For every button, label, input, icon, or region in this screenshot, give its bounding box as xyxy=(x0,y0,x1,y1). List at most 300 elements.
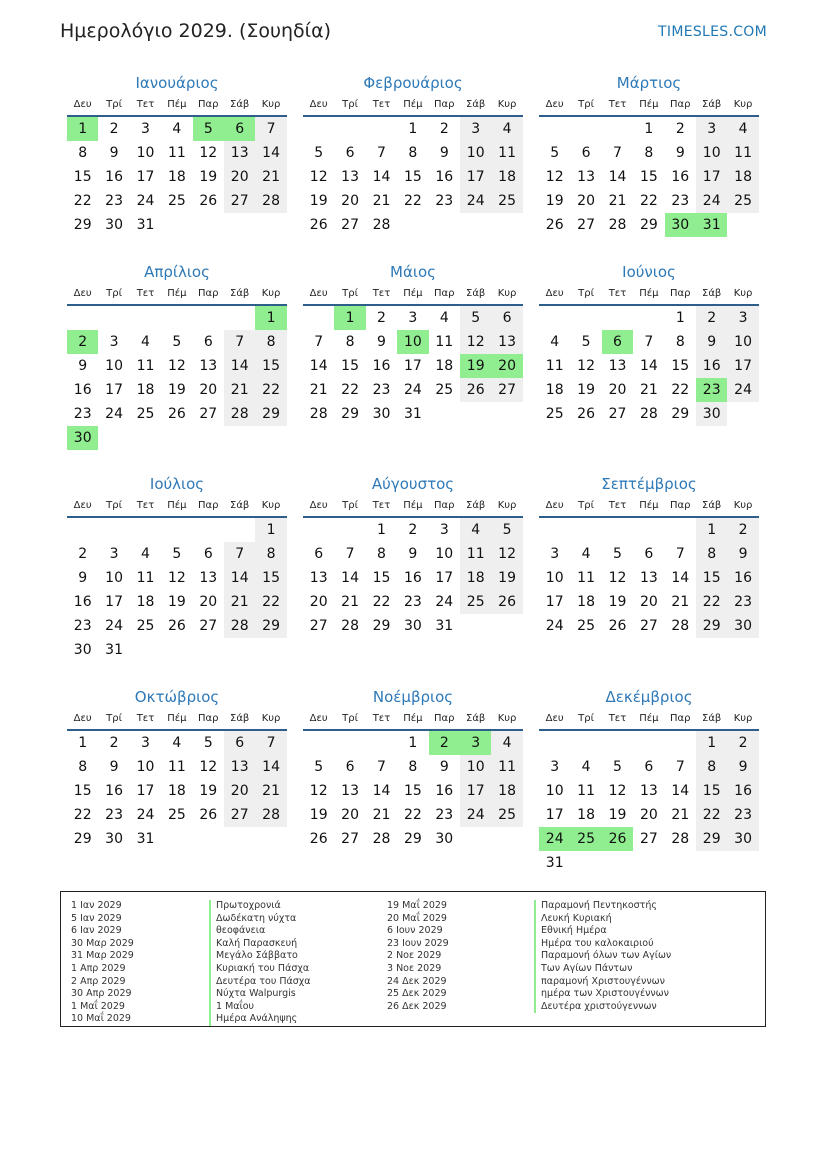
day-cell: 16 xyxy=(105,783,123,799)
weekday-header xyxy=(67,98,287,117)
day-cell: 4 xyxy=(727,117,758,141)
legend-holiday-name: Ημέρα Ανάληψης xyxy=(209,1013,311,1026)
day-cell: 20 xyxy=(577,193,595,209)
day-cell: 6 xyxy=(224,117,255,141)
day-cell: 26 xyxy=(545,217,564,233)
day-cell: 28 xyxy=(255,189,286,213)
day-cell: 22 xyxy=(73,807,92,823)
day-cell: 23 xyxy=(435,193,454,209)
day-cell: 7 xyxy=(377,145,386,161)
day-cell: 13 xyxy=(341,169,359,185)
weekday-label: Κυρ xyxy=(733,99,753,110)
day-cell: 18 xyxy=(136,382,155,398)
weekday-label: Παρ xyxy=(434,713,455,724)
weekday-label: Κυρ xyxy=(733,500,753,511)
day-cell: 27 xyxy=(199,618,218,634)
day-cell: 26 xyxy=(608,618,627,634)
day-cell: 8 xyxy=(696,755,727,779)
day-cell: 11 xyxy=(167,759,186,775)
legend-holiday-name: Των Αγίων Πάντων xyxy=(534,963,671,976)
day-cell: 2 xyxy=(696,306,727,330)
day-cell: 26 xyxy=(199,193,218,209)
legend-date: 10 Μαΐ 2029 xyxy=(71,1013,131,1025)
weekday-label: Πέμ xyxy=(639,99,659,110)
weekday-label: Σάβ xyxy=(702,288,722,299)
month-block xyxy=(303,473,523,634)
weekday-header xyxy=(303,98,523,117)
day-cell: 13 xyxy=(199,570,218,586)
legend-date: 24 Δεκ 2029 xyxy=(387,975,447,987)
day-cell: 20 xyxy=(224,779,255,803)
day-cell: 8 xyxy=(255,542,286,566)
day-cell: 23 xyxy=(403,594,422,610)
day-cell: 19 xyxy=(608,807,627,823)
day-cell: 21 xyxy=(372,807,391,823)
day-cell: 20 xyxy=(224,165,255,189)
day-cell: 11 xyxy=(545,358,564,374)
day-cell: 27 xyxy=(608,406,627,422)
day-cell: 1 xyxy=(696,731,727,755)
weekday-label: Παρ xyxy=(434,99,455,110)
weekday-label: Σάβ xyxy=(466,99,486,110)
day-cell: 12 xyxy=(309,169,328,185)
weekday-label: Δευ xyxy=(309,500,328,511)
weekday-label: Σάβ xyxy=(702,713,722,724)
day-cell: 3 xyxy=(109,334,119,350)
day-cell: 25 xyxy=(460,590,491,614)
weekday-label: Πέμ xyxy=(403,288,423,299)
day-cell: 21 xyxy=(372,193,391,209)
day-cell: 22 xyxy=(639,193,658,209)
day-cell: 3 xyxy=(141,121,150,137)
day-cell: 7 xyxy=(675,759,685,775)
day-cell: 4 xyxy=(439,310,449,326)
day-cell: 26 xyxy=(167,406,186,422)
day-cell: 24 xyxy=(696,189,727,213)
weekday-label: Πέμ xyxy=(167,288,187,299)
day-cell: 18 xyxy=(460,566,491,590)
day-cell: 29 xyxy=(341,406,359,422)
weekday-label: Τετ xyxy=(372,99,391,110)
legend-date: 2 Νοε 2029 xyxy=(387,950,442,962)
day-cell: 23 xyxy=(671,193,690,209)
weekday-label: Παρ xyxy=(434,500,455,511)
legend-holiday-name: Δωδέκατη νύχτα xyxy=(209,913,311,926)
weekday-label: Τρί xyxy=(342,500,358,511)
weekday-label: Δευ xyxy=(73,288,92,299)
legend-holiday-name: 1 Μαΐου xyxy=(209,1001,311,1014)
day-cell: 24 xyxy=(403,382,422,398)
day-cell: 1 xyxy=(644,121,654,137)
weekday-header xyxy=(303,712,523,731)
day-cell: 28 xyxy=(255,803,286,827)
day-cell: 31 xyxy=(403,406,422,422)
day-cell: 29 xyxy=(73,831,92,847)
day-cell: 1 xyxy=(67,117,98,141)
day-cell: 13 xyxy=(199,358,218,374)
day-cell: 24 xyxy=(105,618,123,634)
day-cell: 13 xyxy=(224,755,255,779)
day-cell: 12 xyxy=(167,570,186,586)
day-cell: 4 xyxy=(141,334,150,350)
day-cell: 11 xyxy=(491,755,522,779)
day-cell: 6 xyxy=(345,145,355,161)
day-cell: 18 xyxy=(491,165,522,189)
day-cell: 25 xyxy=(167,193,186,209)
day-cell: 6 xyxy=(602,330,633,354)
day-cell: 17 xyxy=(460,165,491,189)
weekday-label: Δευ xyxy=(545,99,564,110)
day-cell: 28 xyxy=(372,831,391,847)
day-cell: 11 xyxy=(167,145,186,161)
day-cell: 23 xyxy=(435,807,454,823)
legend-holiday-name: Νύχτα Walpurgis xyxy=(209,988,311,1001)
day-cell: 9 xyxy=(377,334,386,350)
weekday-label: Πέμ xyxy=(639,500,659,511)
day-cell: 19 xyxy=(167,594,186,610)
weekday-label: Τετ xyxy=(608,713,627,724)
month-block xyxy=(67,686,287,847)
day-cell: 10 xyxy=(696,141,727,165)
weekday-label: Τρί xyxy=(106,99,122,110)
weekday-label: Δευ xyxy=(309,99,328,110)
weekday-label: Δευ xyxy=(73,500,92,511)
day-cell: 21 xyxy=(639,382,658,398)
day-cell: 5 xyxy=(613,546,622,562)
day-cell: 8 xyxy=(675,334,685,350)
month-name: Νοέμβριος xyxy=(372,688,454,706)
day-cell: 14 xyxy=(671,783,690,799)
day-cell: 12 xyxy=(199,145,218,161)
day-cell: 17 xyxy=(545,594,564,610)
weekday-label: Παρ xyxy=(670,713,691,724)
day-cell: 6 xyxy=(203,334,213,350)
weekday-label: Κυρ xyxy=(261,99,281,110)
day-cell: 24 xyxy=(460,803,491,827)
day-cell: 24 xyxy=(136,807,155,823)
day-cell: 30 xyxy=(727,827,758,851)
day-cell: 4 xyxy=(581,546,591,562)
day-cell: 4 xyxy=(460,518,491,542)
day-cell: 27 xyxy=(224,189,255,213)
day-cell: 21 xyxy=(671,594,690,610)
day-cell: 24 xyxy=(136,193,155,209)
day-cell: 27 xyxy=(577,217,595,233)
day-cell: 7 xyxy=(613,145,622,161)
day-cell: 23 xyxy=(727,803,758,827)
day-cell: 26 xyxy=(199,807,218,823)
day-cell: 17 xyxy=(136,169,155,185)
weekday-label: Πέμ xyxy=(403,500,423,511)
weekday-label: Πέμ xyxy=(403,99,423,110)
weekday-label: Τρί xyxy=(342,99,358,110)
day-cell: 30 xyxy=(67,426,98,450)
day-cell: 31 xyxy=(435,618,454,634)
day-cell: 3 xyxy=(550,546,560,562)
weekday-label: Κυρ xyxy=(497,713,517,724)
day-cell: 2 xyxy=(727,731,758,755)
day-cell: 14 xyxy=(671,570,690,586)
weekday-label: Τετ xyxy=(136,500,155,511)
weekday-header xyxy=(303,287,523,306)
day-cell: 8 xyxy=(377,546,386,562)
day-cell: 7 xyxy=(255,117,286,141)
day-cell: 6 xyxy=(203,546,213,562)
day-cell: 25 xyxy=(136,406,155,422)
day-cell: 27 xyxy=(491,378,522,402)
day-cell: 20 xyxy=(199,594,218,610)
weekday-header xyxy=(539,287,759,306)
day-cell: 4 xyxy=(491,117,522,141)
day-cell: 6 xyxy=(644,546,654,562)
day-cell: 13 xyxy=(639,570,658,586)
day-cell: 6 xyxy=(314,546,324,562)
weekday-label: Τρί xyxy=(578,500,594,511)
day-cell: 8 xyxy=(78,145,88,161)
weekday-label: Δευ xyxy=(545,713,564,724)
weekday-label: Δευ xyxy=(545,500,564,511)
month-block xyxy=(539,473,759,634)
day-cell: 8 xyxy=(255,330,286,354)
day-cell: 8 xyxy=(345,334,355,350)
legend-date: 30 Μαρ 2029 xyxy=(71,937,134,949)
day-cell: 12 xyxy=(608,570,627,586)
weekday-label: Κυρ xyxy=(733,713,753,724)
day-cell: 29 xyxy=(255,614,286,638)
day-cell: 18 xyxy=(167,783,186,799)
day-cell: 26 xyxy=(460,378,491,402)
weekday-label: Τετ xyxy=(608,288,627,299)
day-cell: 5 xyxy=(172,334,182,350)
day-cell: 15 xyxy=(403,783,422,799)
day-cell: 2 xyxy=(439,121,449,137)
day-cell: 14 xyxy=(372,169,391,185)
day-cell: 2 xyxy=(109,735,119,751)
day-cell: 19 xyxy=(309,807,328,823)
day-cell: 10 xyxy=(397,330,428,354)
day-cell: 4 xyxy=(581,759,591,775)
day-cell: 17 xyxy=(460,779,491,803)
weekday-label: Πέμ xyxy=(167,713,187,724)
day-cell: 16 xyxy=(372,358,391,374)
day-cell: 7 xyxy=(224,330,255,354)
day-cell: 16 xyxy=(435,783,454,799)
day-cell: 20 xyxy=(309,594,328,610)
day-cell: 31 xyxy=(136,831,155,847)
day-cell: 19 xyxy=(577,382,595,398)
weekday-header xyxy=(67,499,287,518)
legend-date: 23 Ιουν 2029 xyxy=(387,937,449,949)
weekday-label: Σάβ xyxy=(466,500,486,511)
day-cell: 29 xyxy=(696,827,727,851)
weekday-label: Παρ xyxy=(198,713,219,724)
day-cell: 11 xyxy=(577,570,595,586)
day-cell: 14 xyxy=(255,141,286,165)
day-cell: 2 xyxy=(727,518,758,542)
day-cell: 12 xyxy=(491,542,522,566)
day-cell: 11 xyxy=(491,141,522,165)
day-cell: 20 xyxy=(608,382,627,398)
legend-dates-col-2 xyxy=(387,900,449,1013)
day-cell: 5 xyxy=(193,117,224,141)
day-cell: 7 xyxy=(644,334,654,350)
day-cell: 15 xyxy=(255,354,286,378)
legend-date: 30 Απρ 2029 xyxy=(71,988,132,1000)
weekday-label: Κυρ xyxy=(497,99,517,110)
day-cell: 31 xyxy=(136,217,155,233)
day-cell: 25 xyxy=(570,827,601,851)
legend-holiday-name: Πρωτοχρονιά xyxy=(209,900,311,913)
weekday-header xyxy=(539,712,759,731)
day-cell: 16 xyxy=(73,382,92,398)
weekday-label: Κυρ xyxy=(261,500,281,511)
day-cell: 24 xyxy=(105,406,123,422)
legend-holiday-name: Καλή Παρασκευή xyxy=(209,938,311,951)
day-cell: 14 xyxy=(224,566,255,590)
day-cell: 29 xyxy=(73,217,92,233)
day-cell: 3 xyxy=(109,546,119,562)
day-cell: 2 xyxy=(109,121,119,137)
day-cell: 7 xyxy=(675,546,685,562)
day-cell: 21 xyxy=(341,594,359,610)
brand-link[interactable]: TIMESLES.COM xyxy=(658,24,767,40)
month-block xyxy=(539,686,759,871)
day-cell: 26 xyxy=(491,590,522,614)
day-cell: 18 xyxy=(545,382,564,398)
day-cell: 29 xyxy=(403,831,422,847)
day-cell: 5 xyxy=(172,546,182,562)
day-cell: 26 xyxy=(309,217,328,233)
day-cell: 23 xyxy=(73,618,92,634)
weekday-label: Τρί xyxy=(578,99,594,110)
day-cell: 20 xyxy=(341,807,359,823)
day-cell: 15 xyxy=(403,169,422,185)
day-cell: 16 xyxy=(403,570,422,586)
day-cell: 23 xyxy=(105,807,123,823)
day-cell: 24 xyxy=(460,189,491,213)
day-cell: 9 xyxy=(78,570,88,586)
day-cell: 19 xyxy=(608,594,627,610)
day-cell: 9 xyxy=(109,759,119,775)
day-cell: 23 xyxy=(73,406,92,422)
legend-date: 6 Ιουν 2029 xyxy=(387,925,443,937)
day-cell: 22 xyxy=(372,594,391,610)
day-cell: 5 xyxy=(491,518,522,542)
month-name: Αύγουστος xyxy=(371,475,455,493)
day-cell: 6 xyxy=(345,759,355,775)
legend-holiday-name: Ημέρα του καλοκαιριού xyxy=(534,938,671,951)
day-cell: 30 xyxy=(372,406,391,422)
day-cell: 5 xyxy=(460,306,491,330)
day-cell: 23 xyxy=(372,382,391,398)
day-cell: 14 xyxy=(224,354,255,378)
weekday-label: Σάβ xyxy=(230,99,250,110)
legend-holiday-name: ημέρα των Χριστουγέννων xyxy=(534,988,671,1001)
day-cell: 4 xyxy=(491,731,522,755)
day-cell: 18 xyxy=(167,169,186,185)
legend-holiday-name: Εθνική Ημέρα xyxy=(534,925,671,938)
month-name: Απρίλιος xyxy=(144,263,210,281)
day-cell: 3 xyxy=(696,117,727,141)
day-cell: 25 xyxy=(491,189,522,213)
day-cell: 17 xyxy=(105,594,123,610)
day-cell: 28 xyxy=(639,406,658,422)
day-cell: 27 xyxy=(224,803,255,827)
day-cell: 17 xyxy=(545,807,564,823)
day-cell: 29 xyxy=(671,406,690,422)
day-cell: 22 xyxy=(696,803,727,827)
day-cell: 2 xyxy=(429,731,460,755)
day-cell: 22 xyxy=(341,382,359,398)
day-cell: 13 xyxy=(639,783,658,799)
weekday-label: Τετ xyxy=(608,500,627,511)
day-cell: 10 xyxy=(136,145,155,161)
day-cell: 12 xyxy=(577,358,595,374)
weekday-label: Δευ xyxy=(309,288,328,299)
day-cell: 9 xyxy=(696,330,727,354)
legend-date: 31 Μαρ 2029 xyxy=(71,950,134,962)
day-cell: 1 xyxy=(78,735,88,751)
legend-date: 25 Δεκ 2029 xyxy=(387,988,447,1000)
legend-holiday-name: Κυριακή του Πάσχα xyxy=(209,963,311,976)
day-cell: 3 xyxy=(727,306,758,330)
day-cell: 19 xyxy=(199,169,218,185)
weekday-label: Τετ xyxy=(372,713,391,724)
day-cell: 28 xyxy=(341,618,359,634)
day-cell: 15 xyxy=(639,169,658,185)
day-cell: 27 xyxy=(309,618,328,634)
day-cell: 1 xyxy=(255,518,286,542)
weekday-label: Παρ xyxy=(670,500,691,511)
day-cell: 10 xyxy=(105,570,123,586)
legend-date: 2 Απρ 2029 xyxy=(71,975,126,987)
day-cell: 9 xyxy=(109,145,119,161)
month-name: Ιούλιος xyxy=(149,475,205,493)
legend-holiday-name: παραμονή Χριστουγέννων xyxy=(534,976,671,989)
day-cell: 28 xyxy=(309,406,328,422)
day-cell: 10 xyxy=(545,783,564,799)
month-name: Φεβρουάριος xyxy=(363,74,463,92)
day-cell: 21 xyxy=(255,165,286,189)
day-cell: 26 xyxy=(167,618,186,634)
month-name: Ιανουάριος xyxy=(135,74,219,92)
legend-date: 19 Μαΐ 2029 xyxy=(387,900,447,911)
day-cell: 2 xyxy=(377,310,386,326)
day-cell: 18 xyxy=(435,358,454,374)
weekday-label: Κυρ xyxy=(261,288,281,299)
day-cell: 30 xyxy=(665,213,696,237)
day-cell: 13 xyxy=(341,783,359,799)
weekday-label: Κυρ xyxy=(497,288,517,299)
day-cell: 7 xyxy=(345,546,355,562)
weekday-label: Σάβ xyxy=(702,99,722,110)
legend-names-col-2 xyxy=(534,900,671,1013)
day-cell: 7 xyxy=(314,334,324,350)
day-cell: 4 xyxy=(550,334,560,350)
day-cell: 21 xyxy=(224,590,255,614)
day-cell: 22 xyxy=(255,378,286,402)
day-cell: 31 xyxy=(105,642,123,658)
day-cell: 24 xyxy=(435,594,454,610)
day-cell: 23 xyxy=(727,590,758,614)
day-cell: 1 xyxy=(408,121,418,137)
day-cell: 25 xyxy=(435,382,454,398)
day-cell: 25 xyxy=(491,803,522,827)
weekday-label: Τρί xyxy=(578,713,594,724)
day-cell: 15 xyxy=(372,570,391,586)
day-cell: 13 xyxy=(491,330,522,354)
day-cell: 18 xyxy=(577,807,595,823)
